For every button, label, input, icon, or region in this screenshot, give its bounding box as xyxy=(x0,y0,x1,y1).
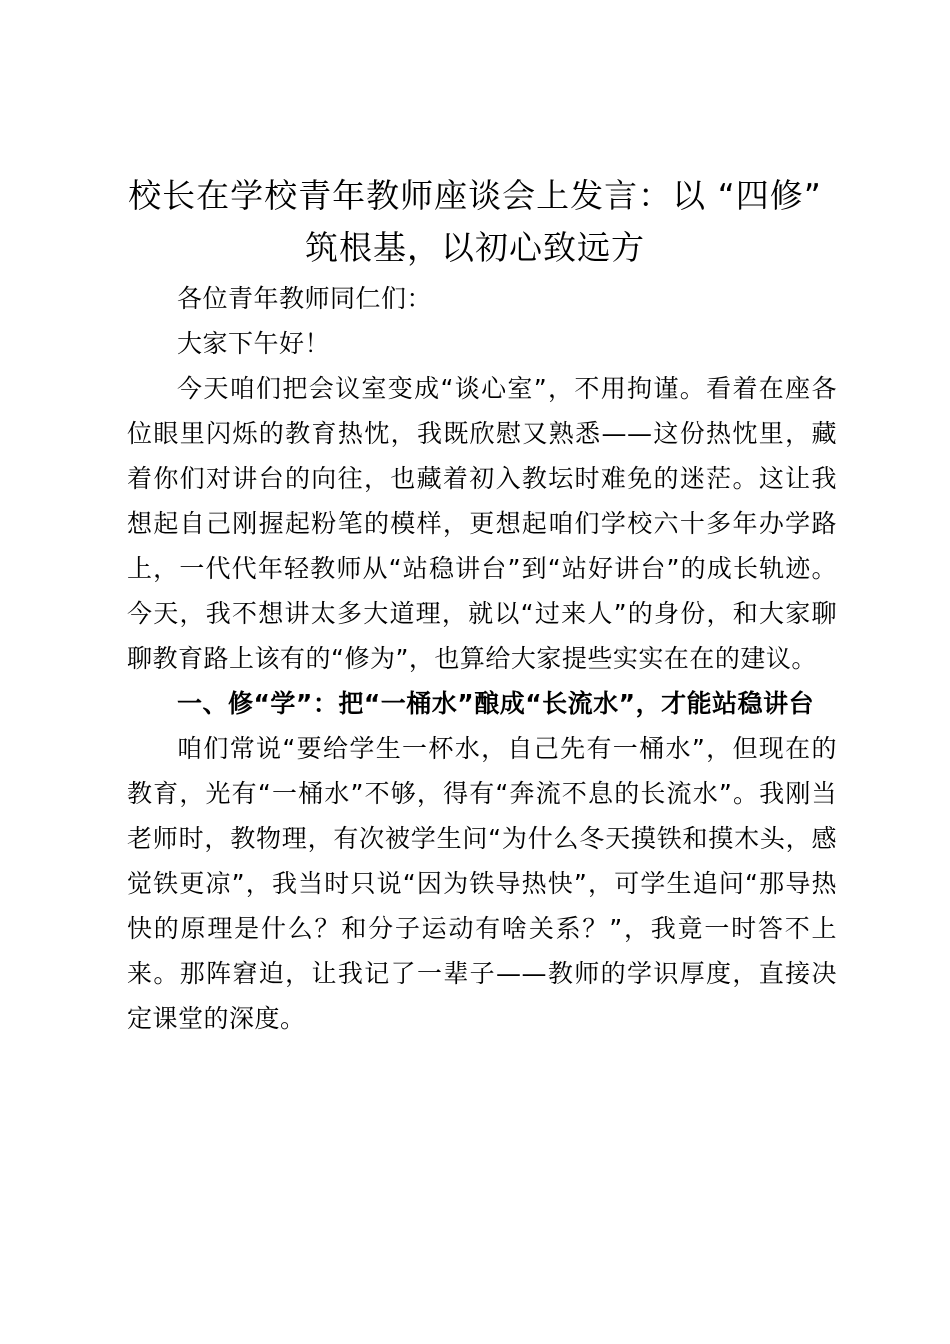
section-heading: 一、修“学”：把“一桶水”酿成“长流水”，才能站稳讲台 xyxy=(177,689,815,718)
document-body xyxy=(127,276,837,1041)
salutation-paragraph: 各位青年教师同仁们： xyxy=(177,284,433,313)
greeting-paragraph: 大家下午好！ xyxy=(177,329,331,358)
intro-paragraph: 今天咱们把会议室变成“谈心室”，不用拘谨。看着在座各位眼里闪烁的教育热忱，我既欣慰又熟悉——这份热忱里，藏着你们对讲台的向往，也藏着初入教坛时难免的迷茫。这让我想起自己刚握起粉笔的模样，更想起咱们学校六十多年办学路上，一代代年轻教师从“站稳讲台”到“站好讲台”的成长轨迹。今天，我不想讲太多大道理，就以“过来人”的身份，和大家聊聊教育路上该有的“修为”，也算给大家提些实实在在的建议。 xyxy=(127,374,837,673)
section-paragraph: 咱们常说“要给学生一杯水，自己先有一桶水”，但现在的教育，光有“一桶水”不够，得有“奔流不息的长流水”。我刚当老师时，教物理，有次被学生问“为什么冬天摸铁和摸木头，感觉铁更凉”，我当时只说“因为铁导热快”，可学生追问“那导热快的原理是什么？和分子运动有啥关系？”，我竟一时答不上来。那阵窘迫，让我记了一辈子——教师的学识厚度，直接决定课堂的深度。 xyxy=(127,734,837,1033)
document-title: 校长在学校青年教师座谈会上发言：以 “四修” 筑根基，以初心致远方 xyxy=(128,176,822,267)
